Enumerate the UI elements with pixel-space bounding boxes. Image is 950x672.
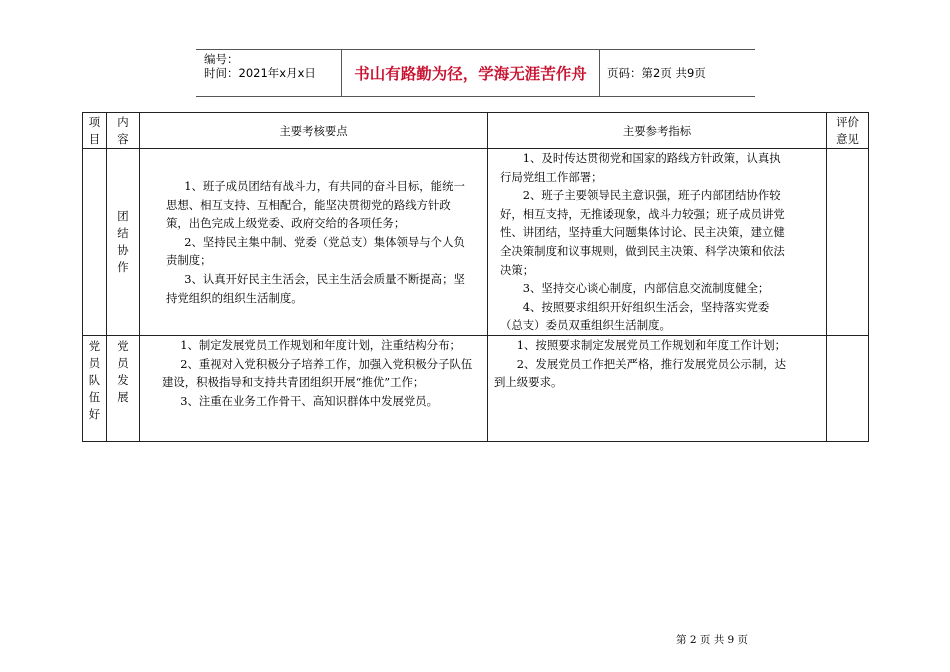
point-item: 2、坚持民主集中制、党委（党总支）集体领导与个人负责制度； [166, 234, 465, 268]
row1-item [83, 149, 107, 336]
row1-evaluation [827, 149, 869, 336]
indicator-item: 1、及时传达贯彻党和国家的路线方针政策，认真执行局党组工作部署； [500, 151, 781, 184]
row2-item: 党员队伍好 [83, 335, 107, 441]
document-header [196, 49, 755, 97]
motto: 书山有路勤为径，学海无涯苦作舟 [341, 50, 600, 96]
indicator-item: 1、按照要求制定发展党员工作规划和年度工作计划； [516, 337, 787, 352]
header-main-points: 主要考核要点 [140, 113, 488, 149]
row2-evaluation [827, 335, 869, 441]
row2-content: 党员发展 [107, 335, 140, 441]
assessment-table [82, 112, 869, 442]
point-item: 2、重视对入党积极分子培养工作，加强入党积极分子队伍建设，积极指导和支持共青团组织开展“推优”工作； [162, 356, 473, 390]
table-header-row [83, 113, 869, 149]
header-item: 项目 [83, 113, 107, 149]
indicator-item: 2、班子主要领导民主意识强，班子内部团结协作较好，相互支持，无推诿现象，战斗力较强；班子成员讲党性、讲团结，坚持重大问题集体讨论、民主决策，建立健全决策制度和议事规则，做到民主决策、科学决策和依法决策； [500, 188, 785, 277]
time-label: 时间：2021年x月x日 [204, 66, 316, 80]
row1-content: 团结协作 [107, 149, 140, 336]
row2-points [140, 335, 488, 441]
page-footer: 第 2 页 共 9 页 [676, 634, 749, 646]
point-item: 1、班子成员团结有战斗力，有共同的奋斗目标，能统一思想、相互支持、互相配合，能坚决贯彻党的路线方针政策，出色完成上级党委、政府交给的各项任务； [166, 179, 465, 231]
point-item: 1、制定发展党员工作规划和年度计划，注重结构分布； [180, 337, 461, 352]
header-meta [196, 50, 341, 96]
point-item: 3、注重在业务工作骨干、高知识群体中发展党员。 [180, 393, 439, 408]
row2-indicators [488, 335, 827, 441]
page-indicator: 页码：第2页 共9页 [607, 66, 706, 80]
point-item: 3、认真开好民主生活会，民主生活会质量不断提高；坚持党组织的组织生活制度。 [166, 271, 465, 305]
header-content: 内容 [107, 113, 140, 149]
indicator-item: 2、发展党员工作把关严格，推行发展党员公示制，达到上级要求。 [494, 356, 787, 390]
indicator-item: 3、坚持交心谈心制度，内部信息交流制度健全； [522, 281, 770, 296]
row1-indicators [488, 149, 827, 336]
header-evaluation: 评价意见 [827, 113, 869, 149]
table-row [83, 335, 869, 441]
table-row [83, 149, 869, 336]
row1-points [140, 149, 488, 336]
number-label: 编号： [204, 52, 239, 66]
indicator-item: 4、按照要求组织开好组织生活会，坚持落实党委（总支）委员双重组织生活制度。 [500, 299, 770, 333]
header-reference: 主要参考指标 [488, 113, 827, 149]
